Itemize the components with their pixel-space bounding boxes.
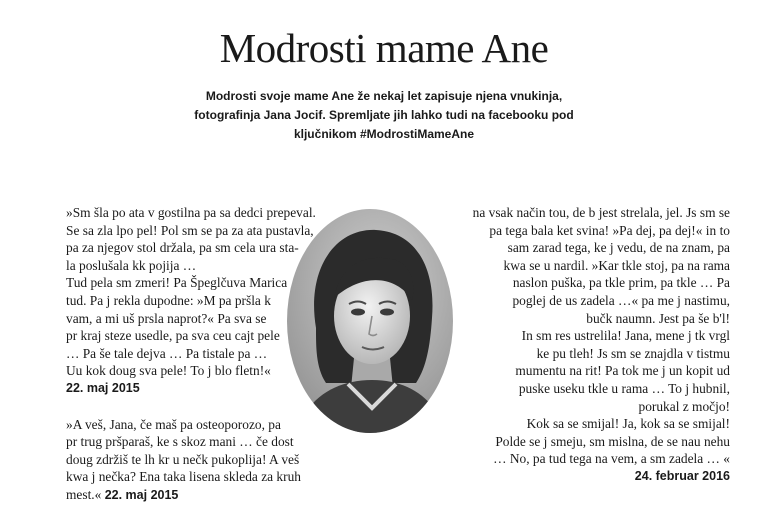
quote-line: pa za njegov stol držala, pa sm cela ura sta- xyxy=(66,240,299,256)
quote-line: ke pu tleh! Js sm se znajdla v tistmu xyxy=(536,345,730,361)
quote-line: kwa j nečka? Ena taka lisena skleda za kruh xyxy=(66,469,301,485)
right-column xyxy=(430,204,730,486)
quote-line: Polde se j smeju, sm mislna, de se nau nehu xyxy=(495,433,730,449)
quote-line: »Sm šla po ata v gostilna pa sa dedci prepeval. xyxy=(66,205,316,220)
quote-line-last xyxy=(66,486,326,505)
intro-line: fotografinja Jana Jocif. Spremljate jih lahko tudi na facebooku pod xyxy=(194,108,574,122)
quote-line: … No, pa tud tega na vem, a sm zadela … « xyxy=(493,451,730,467)
quote-line: Uu kok doug sva pele! To j blo fletn!« xyxy=(66,363,271,379)
quote-line: In sm res ustrelila! Jana, mene j tk vrgl xyxy=(521,328,730,344)
quote-end: mest.« xyxy=(66,486,102,502)
quote-line: na vsak način tou, de b jest strelala, jel. Js sm se xyxy=(472,205,730,220)
quote-line: poglej de us zadela …« pa me j nastimu, xyxy=(512,292,730,308)
intro-text xyxy=(184,87,584,144)
quote-line: Kok sa se smijal! Ja, kok sa se smijal! xyxy=(526,416,730,432)
quote-line: pa tega bala ket svina! »Pa dej, pa dej!« in to xyxy=(489,222,730,238)
intro-line: ključnikom #ModrostiMameAne xyxy=(293,127,475,141)
quote-line: tud. Pa j rekla dupodne: »M pa pršla k xyxy=(66,292,271,308)
quote-line: Se sa zla lpo pel! Pol sm se pa za ata pustavla, xyxy=(66,222,314,238)
quote-line: Tud pela sm zmeri! Pa Špeglčuva Marica xyxy=(66,275,288,291)
quote-date: 22. maj 2015 xyxy=(66,380,140,395)
quote-line: mumentu na rit! Pa tok me j un kopit ud xyxy=(515,363,730,379)
page-title: Modrosti mame Ane xyxy=(219,25,549,71)
quote-date: 22. maj 2015 xyxy=(104,487,179,502)
quote-line: kwa se u nardil. »Kar tkle stoj, pa na rama xyxy=(503,257,730,273)
quote-line: »A veš, Jana, če maš pa osteoporozo, pa xyxy=(66,416,281,432)
quote-line: puske useku tkle u rama … To j hubnil, xyxy=(518,380,730,396)
quote-date: 24. februar 2016 xyxy=(634,468,730,483)
quote-line: naslon puška, pa tkle prim, pa tkle … Pa xyxy=(512,275,730,291)
quote-line: sam zarad tega, ke j vedu, de na znam, pa xyxy=(507,240,730,256)
portrait-photo-icon xyxy=(286,208,454,434)
intro-line: Modrosti svoje mame Ane že nekaj let zapisuje njena vnukinja, xyxy=(205,89,563,103)
quote-line: vam, a mi uš prsla naprot?« Pa sva se xyxy=(66,310,267,326)
quote-line: … Pa še tale dejva … Pa tistale pa … xyxy=(66,345,268,361)
quote-line: la poslušala kk pojija … xyxy=(66,257,197,273)
quote-line: pr trug pršparaš, ke s skoz mani … če dost xyxy=(66,434,294,450)
quote-line: doug zdržiš te lh kr u nečk pukoplija! A veš xyxy=(66,451,300,467)
quote-line: bučk naumn. Jest pa še b'l! xyxy=(586,310,730,326)
quote-line: pr kraj steze usedle, pa sva ceu cajt pele xyxy=(66,328,280,344)
quote-line: porukal z močjo! xyxy=(638,398,730,414)
